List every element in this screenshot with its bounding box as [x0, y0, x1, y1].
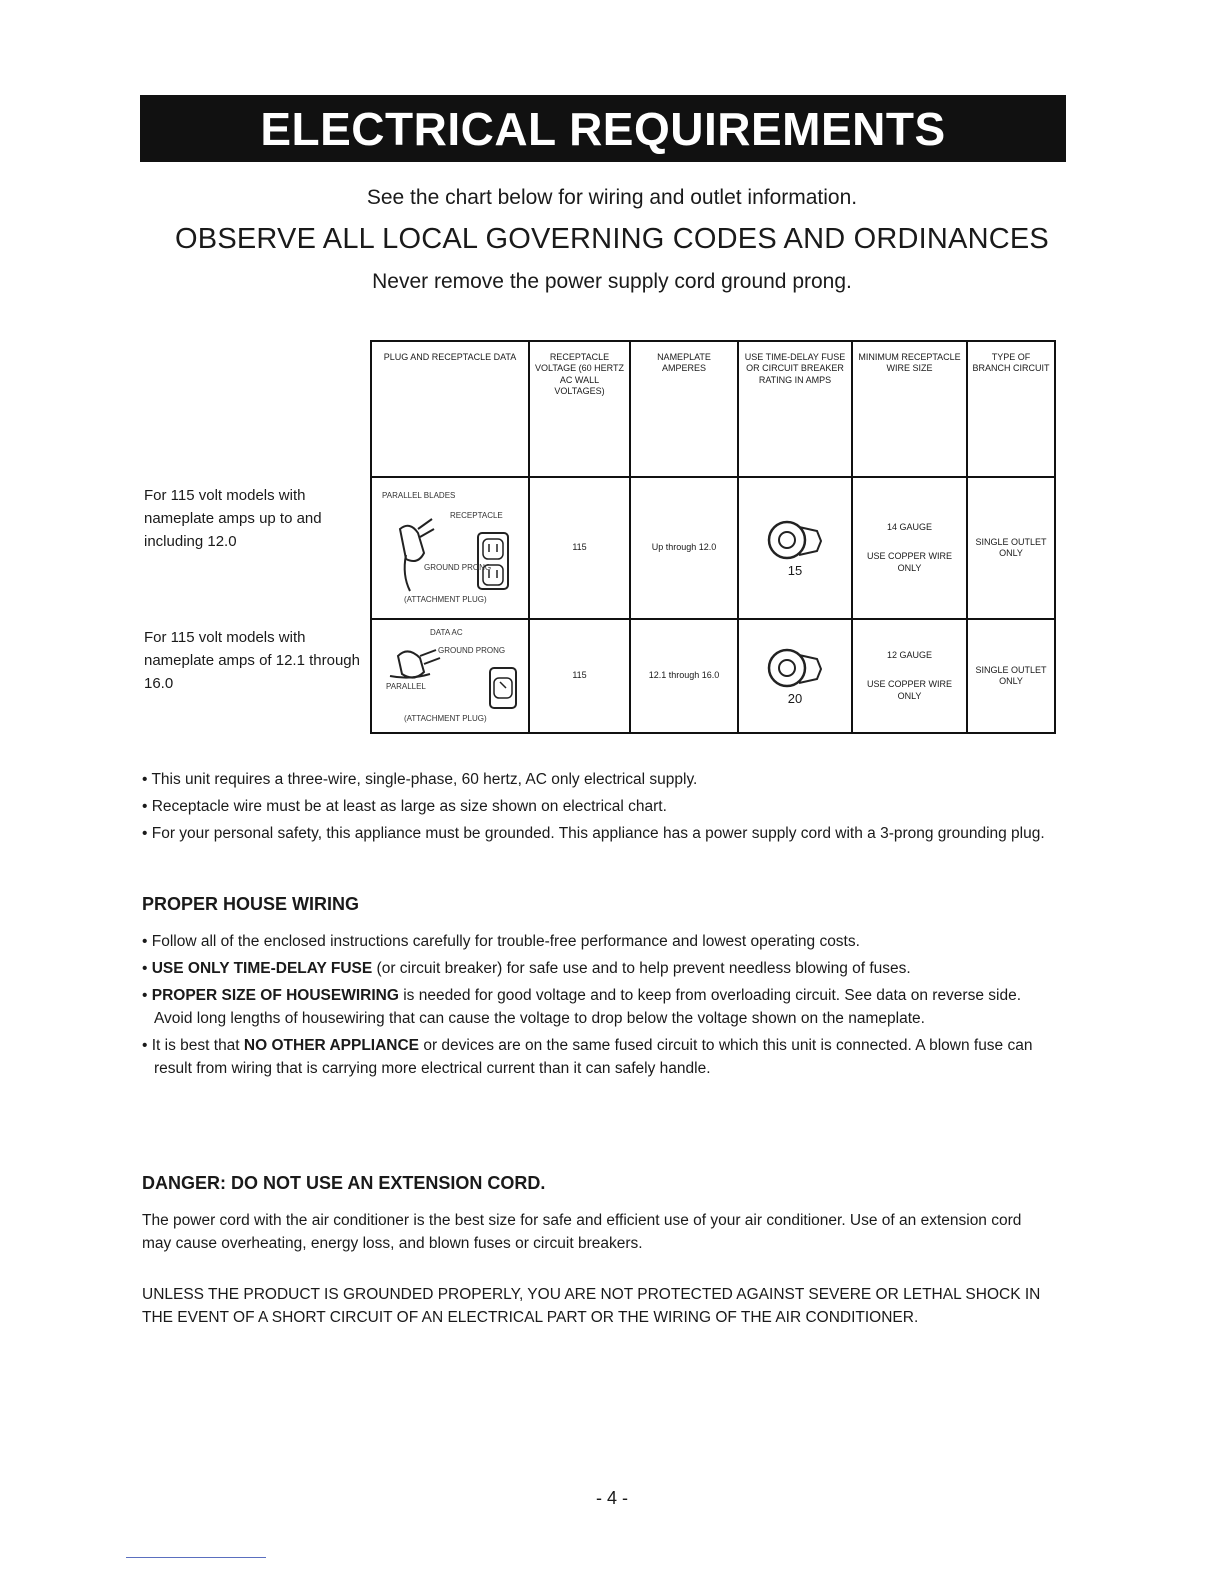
branch-cell: SINGLE OUTLET ONLY	[967, 477, 1055, 619]
bullet-text: (or circuit breaker) for safe use and to help prevent needless blowing of fuses.	[372, 960, 911, 977]
house-wiring-section	[142, 893, 1052, 1084]
voltage-cell: 115	[529, 477, 630, 619]
bullet-text: For your personal safety, this appliance must be grounded. This appliance has a power supply cord with a 3-prong grounding plug.	[151, 825, 1045, 842]
row-label-1: For 115 volt models with nameplate amps up to and including 12.0	[144, 487, 322, 550]
plug-note-top: DATA AC	[430, 628, 463, 637]
electrical-chart	[370, 340, 1056, 734]
header-wire-size: MINIMUM RECEPTACLE WIRE SIZE	[852, 341, 967, 477]
bullet-text: It is best that	[151, 1037, 244, 1054]
bullet-item: • It is best that NO OTHER APPLIANCE or devices are on the same fused circuit to which this unit is connected. A blown fuse can result from wiring that is carrying more electrical current than it can safely handle.	[142, 1037, 1033, 1077]
bullet-text: Receptacle wire must be at least as large as size shown on electrical chart.	[151, 798, 667, 815]
amps-cell: Up through 12.0	[630, 477, 738, 619]
header-branch: TYPE OF BRANCH CIRCUIT	[967, 341, 1055, 477]
bullet-item: • Follow all of the enclosed instructions carefully for trouble-free performance and lowest operating costs.	[142, 933, 860, 950]
bullet-text: This unit requires a three-wire, single-phase, 60 hertz, AC only electrical supply.	[151, 771, 698, 788]
bullet-item: • This unit requires a three-wire, single-phase, 60 hertz, AC only electrical supply.	[142, 771, 698, 788]
plug-receptacle-icon	[380, 626, 520, 726]
footer-divider	[126, 1557, 266, 1558]
plug-note-right: RECEPTACLE	[450, 511, 503, 520]
page-title-text: ELECTRICAL REQUIREMENTS	[260, 102, 946, 155]
grounding-warning: UNLESS THE PRODUCT IS GROUNDED PROPERLY, YOU ARE NOT PROTECTED AGAINST SEVERE OR LETHAL SHOCK IN THE EVENT OF A SHORT CIRCUIT OF AN ELECTRICAL PART OR THE WIRING OF THE AIR CONDITIONER.	[142, 1286, 1041, 1326]
plug-note-right: GROUND PRONG	[438, 646, 506, 655]
header-fuse: USE TIME-DELAY FUSE OR CIRCUIT BREAKER RATING IN AMPS	[738, 341, 852, 477]
bullet-bold: NO OTHER APPLIANCE	[243, 1037, 420, 1054]
table-row	[371, 477, 1055, 619]
wire-size-cell	[852, 619, 967, 733]
danger-text: The power cord with the air conditioner is the best size for safe and efficient use of your air conditioner. Use of an extension cord may cause overheating, energy loss, and blown fuses or circuit breakers.	[142, 1212, 1022, 1252]
bullet-item: • USE ONLY TIME-DELAY FUSE (or circuit breaker) for safe use and to help prevent needless blowing of fuses.	[142, 960, 911, 977]
bullet-bold: PROPER SIZE OF HOUSEWIRING	[151, 987, 399, 1004]
header-plug-data: PLUG AND RECEPTACLE DATA	[371, 341, 529, 477]
intro-text: See the chart below for wiring and outlet information.	[366, 186, 858, 209]
plug-cell	[371, 477, 529, 619]
plug-note-mid: PARALLEL	[386, 682, 426, 691]
bullet-bold: USE ONLY TIME-DELAY FUSE	[151, 960, 373, 977]
wire-note: USE COPPER WIRE ONLY	[866, 551, 952, 573]
plug-note-bottom: (ATTACHMENT PLUG)	[404, 714, 487, 723]
wire-note: USE COPPER WIRE ONLY	[866, 679, 952, 701]
never-remove-text: Never remove the power supply cord ground prong.	[372, 270, 852, 293]
page-number: - 4 -	[595, 1488, 628, 1508]
fuse-icon	[765, 517, 825, 563]
bullet-item: • Receptacle wire must be at least as large as size shown on electrical chart.	[142, 798, 667, 815]
table-row	[371, 619, 1055, 733]
bullet-text: or devices are on the same fused circuit to which this unit is connected. A blown fuse can result from wiring that is carrying more electrical current than it can safely handle.	[154, 1037, 1033, 1077]
bullet-item: • PROPER SIZE OF HOUSEWIRING is needed for good voltage and to keep from overloading circuit. See data on reverse side. Avoid long lengths of housewiring that can cause the voltage to drop below the voltage shown on the nameplate.	[142, 987, 1022, 1027]
danger-section	[142, 1172, 1052, 1259]
row-label-2: For 115 volt models with nameplate amps of 12.1 through 16.0	[144, 629, 360, 692]
header-amperes: NAMEPLATE AMPERES	[630, 341, 738, 477]
requirements-bullets	[142, 768, 1052, 849]
bullet-item: • For your personal safety, this appliance must be grounded. This appliance has a power supply cord with a 3-prong grounding plug.	[142, 825, 1045, 842]
plug-note-top: PARALLEL BLADES	[382, 491, 456, 500]
fuse-cell	[738, 477, 852, 619]
bullet-text: is needed for good voltage and to keep from overloading circuit. See data on reverse side. Avoid long lengths of housewiring that can cause the voltage to drop below the voltage shown on the nameplate.	[154, 987, 1022, 1027]
bullet-text: Follow all of the enclosed instructions carefully for trouble-free performance and lowest operating costs.	[151, 933, 860, 950]
observe-codes-text: OBSERVE ALL LOCAL GOVERNING CODES AND ORDINANCES	[175, 223, 1049, 255]
fuse-rating: 20	[787, 690, 803, 706]
house-wiring-heading: PROPER HOUSE WIRING	[142, 894, 360, 914]
fuse-icon	[765, 645, 825, 691]
wire-gauge: 14 GAUGE	[886, 522, 933, 533]
voltage-cell: 115	[529, 619, 630, 733]
plug-cell	[371, 619, 529, 733]
fuse-cell	[738, 619, 852, 733]
header-voltage: RECEPTACLE VOLTAGE (60 HERTZ AC WALL VOLTAGES)	[529, 341, 630, 477]
branch-cell: SINGLE OUTLET ONLY	[967, 619, 1055, 733]
wire-gauge: 12 GAUGE	[886, 650, 933, 661]
page-title	[140, 95, 1066, 162]
fuse-rating: 15	[787, 562, 803, 578]
plug-note-bottom: (ATTACHMENT PLUG)	[404, 595, 487, 604]
amps-cell: 12.1 through 16.0	[630, 619, 738, 733]
plug-receptacle-icon	[380, 489, 520, 607]
plug-note-mid: GROUND PRONG	[424, 563, 492, 572]
danger-heading: DANGER: DO NOT USE AN EXTENSION CORD.	[142, 1173, 546, 1193]
wire-size-cell	[852, 477, 967, 619]
